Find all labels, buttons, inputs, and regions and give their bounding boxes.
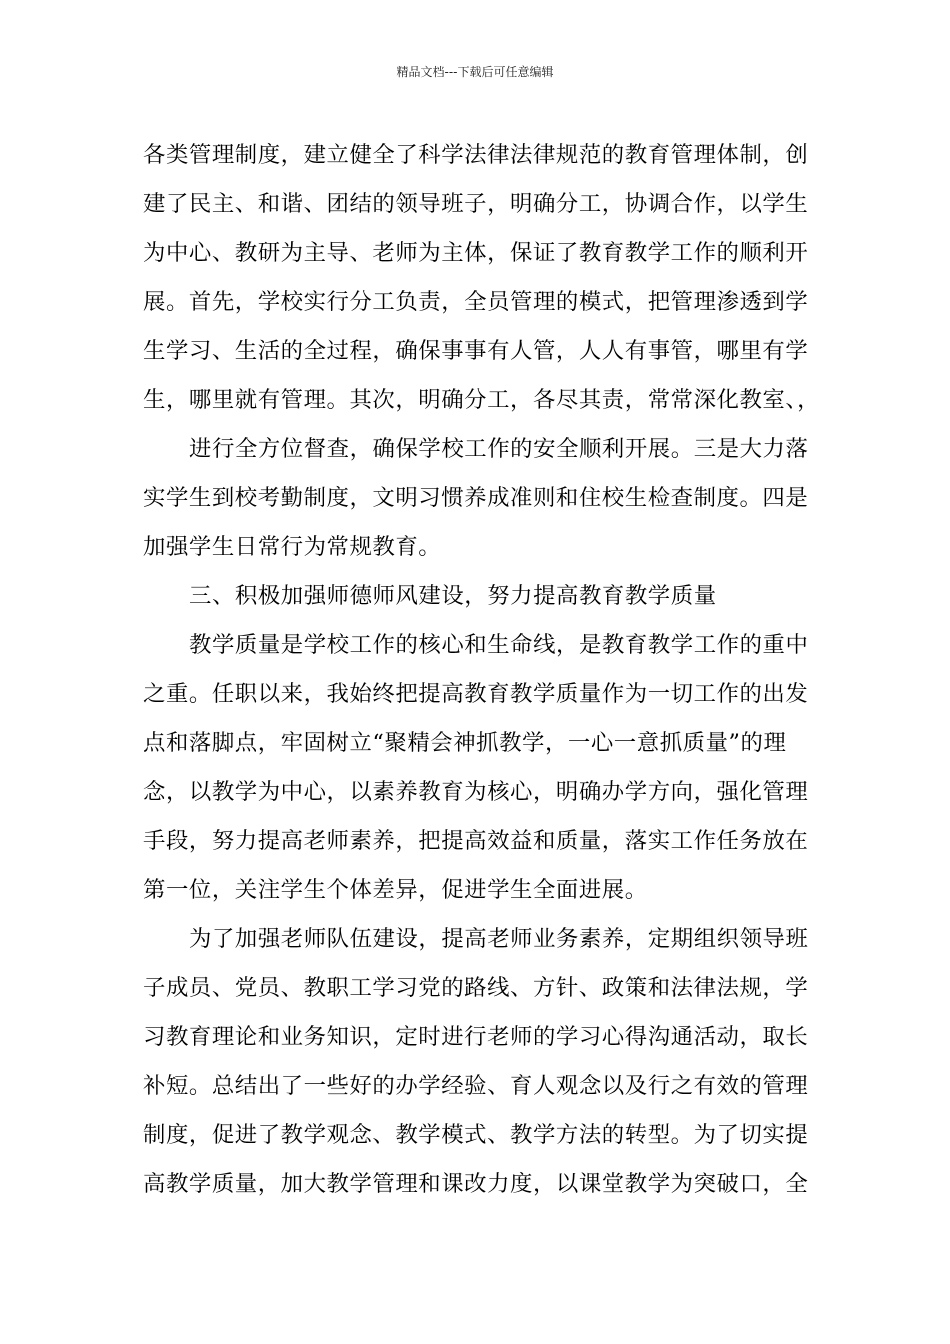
text-line: 之重。任职以来，我始终把提高教育教学质量作为一切工作的出发 [143, 681, 809, 707]
text-line: 习教育理论和业务知识，定时进行老师的学习心得沟通活动，取长 [143, 1024, 809, 1050]
paragraph-start-line: 教学质量是学校工作的核心和生命线，是教育教学工作的重中 [189, 632, 809, 658]
text-line: 加强学生日常行为常规教育。 [143, 534, 442, 560]
text-line: 各类管理制度，建立健全了科学法律法律规范的教育管理体制，创 [143, 142, 809, 168]
paragraph-start-line: 为了加强老师队伍建设，提高老师业务素养，定期组织领导班 [189, 926, 809, 952]
section-heading: 三、积极加强师德师风建设，努力提高教育教学质量 [189, 583, 717, 609]
text-line: 建了民主、和谐、团结的领导班子，明确分工，协调合作，以学生 [143, 191, 809, 217]
text-line: 第一位，关注学生个体差异，促进学生全面进展。 [143, 877, 648, 903]
text-line: 子成员、党员、教职工学习党的路线、方针、政策和法律法规，学 [143, 975, 809, 1001]
text-line: 手段，努力提高老师素养，把提高效益和质量，落实工作任务放在 [143, 828, 809, 854]
text-line: 生学习、生活的全过程，确保事事有人管，人人有事管，哪里有学 [143, 338, 809, 364]
document-body [143, 131, 821, 1209]
text-line: 补短。总结出了一些好的办学经验、育人观念以及行之有效的管理 [143, 1073, 809, 1099]
text-line: 点和落脚点，牢固树立“聚精会神抓教学，一心一意抓质量”的理 [143, 730, 787, 756]
text-line: 为中心、教研为主导、老师为主体，保证了教育教学工作的顺利开 [143, 240, 809, 266]
text-line: 念，以教学为中心，以素养教育为核心，明确办学方向，强化管理 [143, 779, 809, 805]
page-header: 精品文档---下载后可任意编辑 [396, 65, 554, 79]
text-line: 生，哪里就有管理。其次，明确分工，各尽其责，常常深化教室、， [143, 387, 821, 413]
text-line: 展。首先，学校实行分工负责，全员管理的模式，把管理渗透到学 [143, 289, 809, 315]
text-line: 制度，促进了教学观念、教学模式、教学方法的转型。为了切实提 [143, 1122, 809, 1148]
paragraph-start-line: 进行全方位督查，确保学校工作的安全顺利开展。三是大力落 [189, 436, 809, 462]
text-line: 实学生到校考勤制度，文明习惯养成准则和住校生检查制度。四是 [143, 485, 809, 511]
text-line: 高教学质量，加大教学管理和课改力度，以课堂教学为突破口，全 [143, 1171, 809, 1197]
